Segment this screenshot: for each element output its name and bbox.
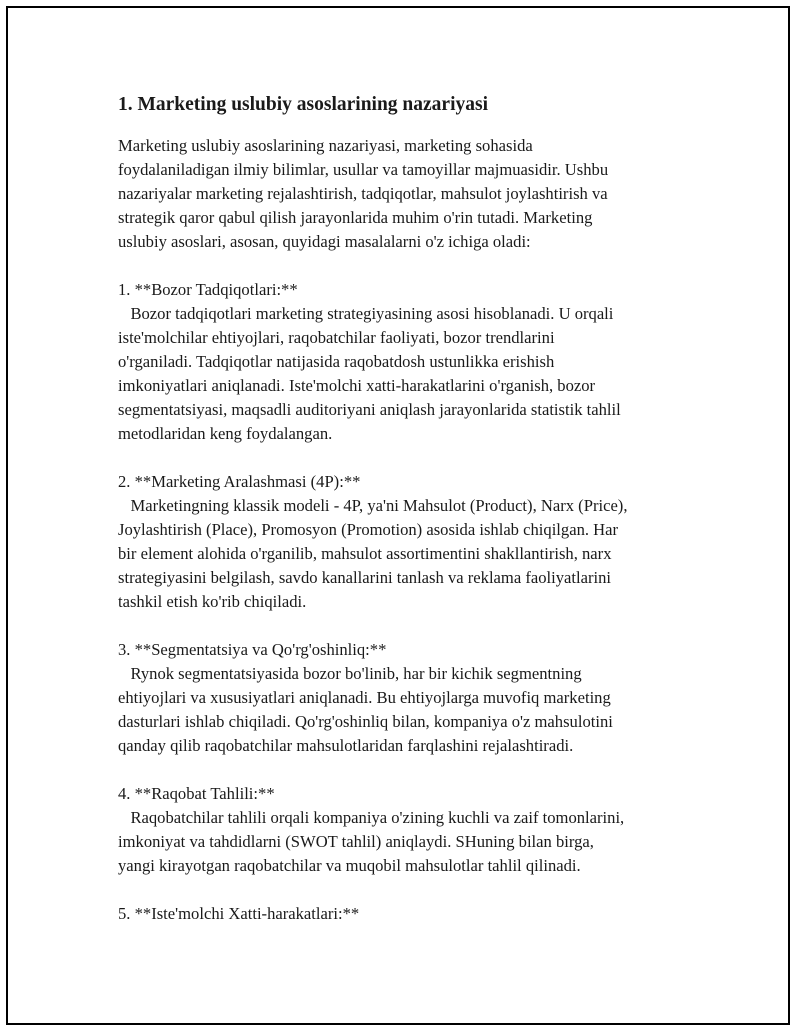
section-bozor-tadqiqotlari xyxy=(118,278,698,446)
section-line: strategiyasini belgilash, savdo kanallarini tanlash va reklama faoliyatlarini xyxy=(118,568,612,587)
section-line: imkoniyatlari aniqlanadi. Iste'molchi xatti-harakatlarini o'rganish, bozor xyxy=(118,376,596,395)
intro-line: uslubiy asoslari, asosan, quyidagi masalalarni o'z ichiga oladi: xyxy=(118,232,531,251)
section-line: Joylashtirish (Place), Promosyon (Promotion) asosida ishlab chiqilgan. Har xyxy=(118,520,619,539)
section-title: 3. **Segmentatsiya va Qo'rg'oshinliq:** xyxy=(118,640,387,659)
section-line: qanday qilib raqobatchilar mahsulotlaridan farqlashini rejalashtiradi. xyxy=(118,736,574,755)
section-line: Rynok segmentatsiyasida bozor bo'linib, har bir kichik segmentning xyxy=(118,664,582,683)
blank-line xyxy=(118,878,698,902)
section-line: segmentatsiyasi, maqsadli auditoriyani aniqlash jarayonlarida statistik tahlil xyxy=(118,400,621,419)
section-line: iste'molchilar ehtiyojlari, raqobatchilar faoliyati, bozor trendlarini xyxy=(118,328,555,347)
section-line: Raqobatchilar tahlili orqali kompaniya o'zining kuchli va zaif tomonlarini, xyxy=(118,808,625,827)
section-istemolchi xyxy=(118,902,698,926)
intro-line: strategik qaror qabul qilish jarayonlarida muhim o'rin tutadi. Marketing xyxy=(118,208,593,227)
section-line: yangi kirayotgan raqobatchilar va muqobil mahsulotlar tahlil qilinadi. xyxy=(118,856,581,875)
blank-line xyxy=(118,614,698,638)
section-title: 2. **Marketing Aralashmasi (4P):** xyxy=(118,472,361,491)
blank-line xyxy=(118,446,698,470)
section-line: ehtiyojlari va xususiyatlari aniqlanadi. Bu ehtiyojlarga muvofiq marketing xyxy=(118,688,611,707)
section-title: 4. **Raqobat Tahlili:** xyxy=(118,784,275,803)
section-line: metodlaridan keng foydalangan. xyxy=(118,424,333,443)
section-line: tashkil etish ko'rib chiqiladi. xyxy=(118,592,307,611)
intro-line: foydalaniladigan ilmiy bilimlar, usullar va tamoyillar majmuasidir. Ushbu xyxy=(118,160,609,179)
section-title: 5. **Iste'molchi Xatti-harakatlari:** xyxy=(118,904,360,923)
section-line: imkoniyat va tahdidlarni (SWOT tahlil) aniqlaydi. SHuning bilan birga, xyxy=(118,832,594,851)
blank-line xyxy=(118,254,698,278)
blank-line xyxy=(118,758,698,782)
section-marketing-aralashmasi xyxy=(118,470,698,614)
section-line: o'rganiladi. Tadqiqotlar natijasida raqobatdosh ustunlikka erishish xyxy=(118,352,555,371)
section-segmentatsiya xyxy=(118,638,698,758)
section-line: bir element alohida o'rganilib, mahsulot assortimentini shakllantirish, narx xyxy=(118,544,612,563)
intro-line: nazariyalar marketing rejalashtirish, tadqiqotlar, mahsulot joylashtirish va xyxy=(118,184,608,203)
section-line: dasturlari ishlab chiqiladi. Qo'rg'oshinliq bilan, kompaniya o'z mahsulotini xyxy=(118,712,613,731)
document-heading: 1. Marketing uslubiy asoslarining nazariyasi xyxy=(118,94,489,115)
section-line: Marketingning klassik modeli - 4P, ya'ni Mahsulot (Product), Narx (Price), xyxy=(118,496,628,515)
intro-paragraph xyxy=(118,134,698,254)
document-body xyxy=(118,92,698,926)
section-raqobat-tahlili xyxy=(118,782,698,878)
section-title: 1. **Bozor Tadqiqotlari:** xyxy=(118,280,298,299)
intro-line: Marketing uslubiy asoslarining nazariyasi, marketing sohasida xyxy=(118,136,533,155)
section-line: Bozor tadqiqotlari marketing strategiyasining asosi hisoblanadi. U orqali xyxy=(118,304,614,323)
